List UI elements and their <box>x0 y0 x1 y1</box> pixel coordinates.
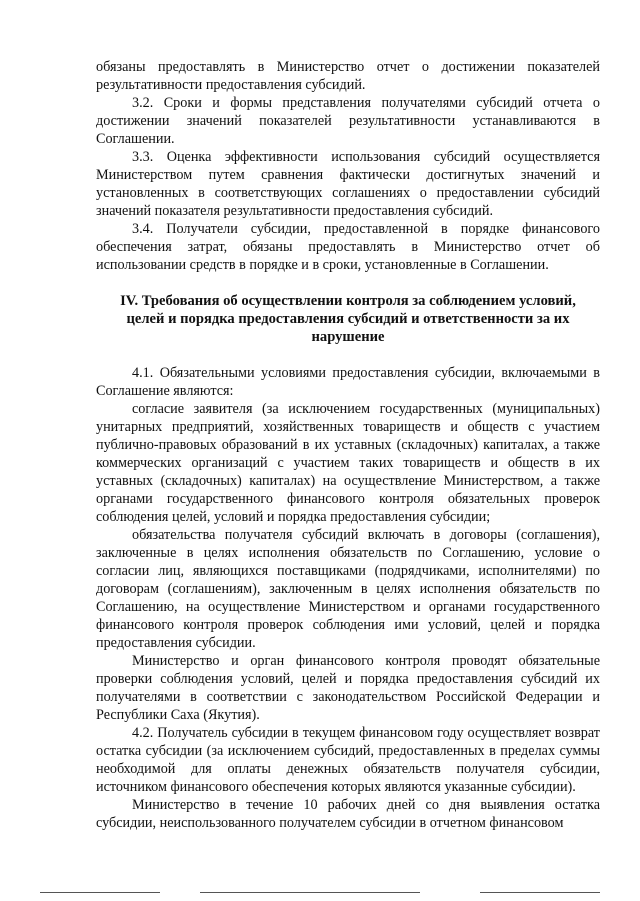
spacer <box>96 346 600 364</box>
paragraph-4-1: 4.1. Обязательными условиями предоставления субсидии, включаемыми в Соглашение являются: <box>96 365 600 399</box>
paragraph-continuation: обязаны предоставлять в Министерство отчет о достижении показателей результативности предоставления субсидий. <box>96 59 600 93</box>
section-heading-line: IV. Требования об осуществлении контроля за соблюдением условий, <box>120 293 576 309</box>
paragraph-4-2: 4.2. Получатель субсидии в текущем финансовом году осуществляет возврат остатка субсидии (за исключением субсидий, предоставленных в пределах суммы необходимой для оплаты денежных обязательств получателя субсидии, источником финансового обеспечения которых являются указанные субсидии). <box>96 725 600 795</box>
paragraph-ministry-deadline: Министерство в течение 10 рабочих дней со дня выявления остатка субсидии, неиспользованного получателем субсидии в отчетном финансовом <box>96 797 600 831</box>
paragraph-3-4: 3.4. Получатели субсидии, предоставленной в порядке финансового обеспечения затрат, обязаны предоставлять в Министерство отчет об использовании средств в порядке и в сроки, установленные в Соглашении. <box>96 221 600 273</box>
paragraph-ministry-checks: Министерство и орган финансового контроля проводят обязательные проверки соблюдения условий, целей и порядка предоставления субсидий их получателями в соответствии с законодательством Российской Федерации и Республики Саха (Якутия). <box>96 653 600 723</box>
footer-rule <box>200 892 420 893</box>
footer-rule <box>480 892 600 893</box>
paragraph-obligations: обязательства получателя субсидий включать в договоры (соглашения), заключенные в целях исполнения обязательств по Соглашению, условие о согласии лиц, являющихся поставщиками (подрядчиками, исполнителями) по договорам (соглашениям), заключенным в целях исполнения обязательств по Соглашению, на осуществление Министерством и органами государственного финансового контроля проверок соблюдения ими условий, целей и порядка предоставления субсидии. <box>96 527 600 651</box>
section-heading-line: целей и порядка предоставления субсидий и ответственности за их <box>126 311 570 327</box>
paragraph-3-3: 3.3. Оценка эффективности использования субсидий осуществляется Министерством путем сравнения фактически достигнутых значений и установленных в соответствующих соглашениях о предоставлении субсидий значений показателя результативности предоставления субсидий. <box>96 149 600 219</box>
paragraph-consent: согласие заявителя (за исключением государственных (муниципальных) унитарных предприятий, хозяйственных товариществ и обществ с участием публично-правовых образований в их уставных (складочных) капиталах, а также коммерческих организаций с участием таких товариществ и обществ в их уставных (складочных) капиталах) на осуществление Министерством, а также органами государственного финансового контроля обязательных проверок соблюдения целей, условий и порядка предоставления субсидии; <box>96 401 600 525</box>
section-heading-line: нарушение <box>311 329 385 345</box>
paragraph-3-2: 3.2. Сроки и формы представления получателями субсидий отчета о достижении значений показателей результативности устанавливаются в Соглашении. <box>96 95 600 147</box>
section-heading <box>96 292 600 346</box>
spacer <box>96 274 600 292</box>
document-body <box>96 58 600 832</box>
footer-rule <box>40 892 160 893</box>
